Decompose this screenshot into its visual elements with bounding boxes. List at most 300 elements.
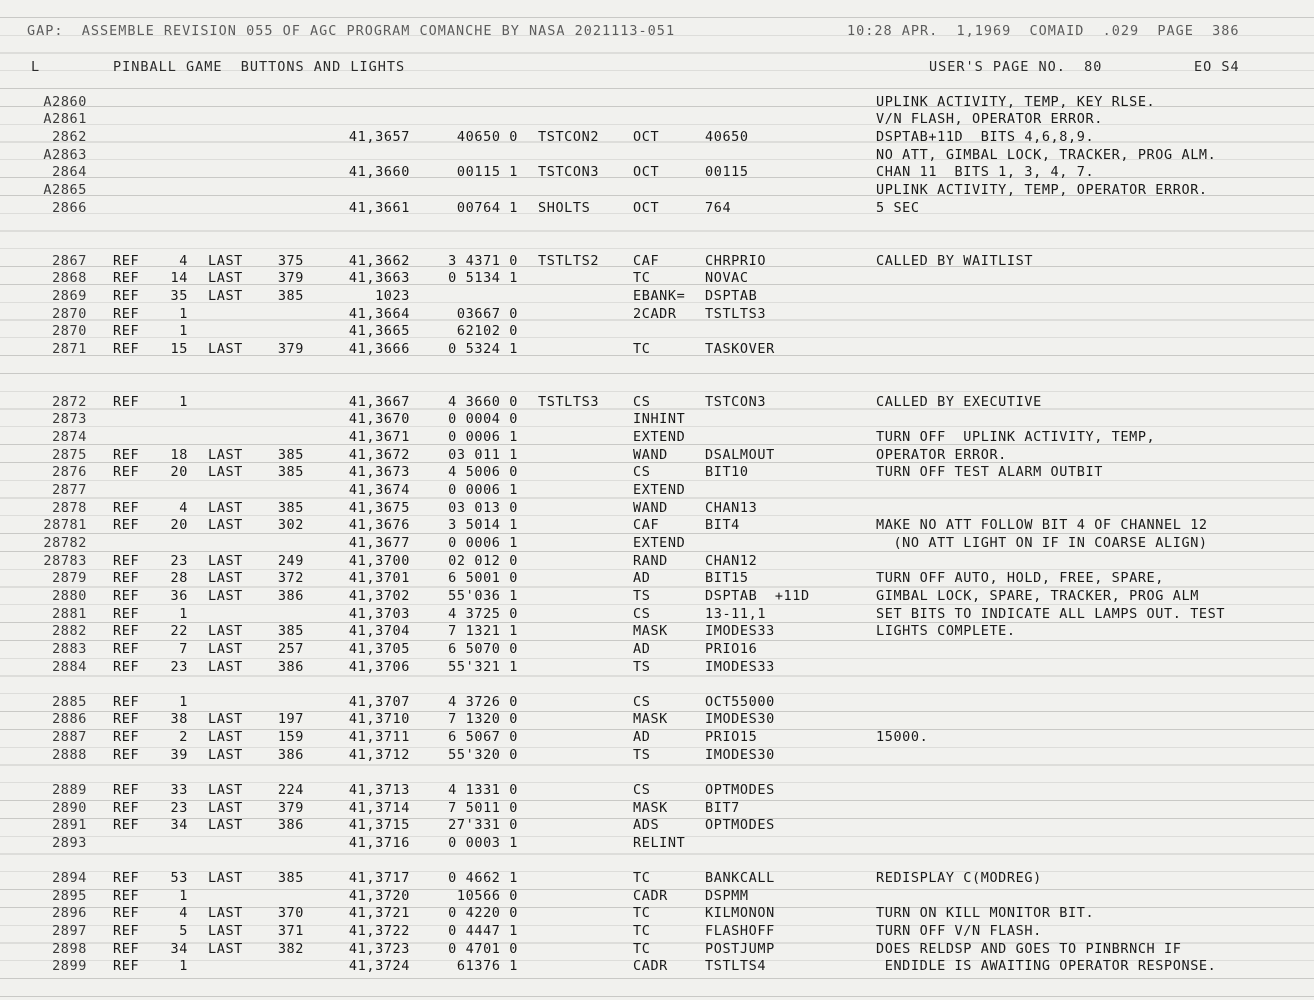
row-label: TSTCON3	[538, 164, 600, 180]
row-last: LAST	[208, 923, 243, 939]
row-line: 2889	[52, 782, 87, 798]
row-operand: BIT7	[705, 800, 740, 816]
row-line: 2878	[52, 500, 87, 516]
row-operand: BIT4	[705, 517, 740, 533]
row-ref: REF	[113, 270, 140, 286]
row-label: SHOLTS	[538, 200, 591, 216]
row-comment: CALLED BY WAITLIST	[876, 253, 1034, 269]
row-line: 2882	[52, 623, 87, 639]
row-addr: 41,3724	[348, 958, 410, 974]
row-addr: 41,3665	[348, 323, 410, 339]
row-addr: 41,3721	[348, 905, 410, 921]
row-ref: REF	[113, 800, 140, 816]
row-operand: PRIO15	[705, 729, 758, 745]
row-line: 2870	[52, 306, 87, 322]
row-op: AD	[633, 729, 651, 745]
row-word: 7 1320 0	[448, 711, 518, 727]
row-addr: 41,3705	[348, 641, 410, 657]
row-operand: OPTMODES	[705, 782, 775, 798]
row-lastnum: 386	[277, 588, 304, 604]
row-op: TC	[633, 270, 651, 286]
row-ref: REF	[113, 958, 140, 974]
row-lastnum: 385	[277, 623, 304, 639]
row-operand: CHAN13	[705, 500, 758, 516]
row-addr: 41,3660	[348, 164, 410, 180]
row-ref: REF	[113, 659, 140, 675]
row-refnum: 7	[179, 641, 188, 657]
row-line: 2870	[52, 323, 87, 339]
row-line: 2862	[52, 129, 87, 145]
row-refnum: 36	[170, 588, 188, 604]
row-ref: REF	[113, 394, 140, 410]
row-addr: 41,3722	[348, 923, 410, 939]
row-last: LAST	[208, 588, 243, 604]
row-ref: REF	[113, 588, 140, 604]
row-word: 0 0006 1	[448, 535, 518, 551]
row-word: 03667 0	[456, 306, 518, 322]
row-comment: CHAN 11 BITS 1, 3, 4, 7.	[876, 164, 1095, 180]
row-op: EXTEND	[633, 482, 686, 498]
row-word: 4 3725 0	[448, 606, 518, 622]
row-word: 27'331 0	[448, 817, 518, 833]
row-op: TC	[633, 941, 651, 957]
row-word: 3 4371 0	[448, 253, 518, 269]
row-word: 40650 0	[456, 129, 518, 145]
row-last: LAST	[208, 447, 243, 463]
row-refnum: 18	[170, 447, 188, 463]
row-last: LAST	[208, 464, 243, 480]
row-line: 2867	[52, 253, 87, 269]
row-addr: 1023	[375, 288, 410, 304]
row-refnum: 1	[179, 888, 188, 904]
row-addr: 41,3676	[348, 517, 410, 533]
row-line: 28782	[43, 535, 87, 551]
row-op: ADS	[633, 817, 660, 833]
row-ref: REF	[113, 817, 140, 833]
row-lastnum: 385	[277, 464, 304, 480]
row-refnum: 1	[179, 323, 188, 339]
row-last: LAST	[208, 729, 243, 745]
row-addr: 41,3667	[348, 394, 410, 410]
row-addr: 41,3662	[348, 253, 410, 269]
row-word: 62102 0	[456, 323, 518, 339]
row-addr: 41,3716	[348, 835, 410, 851]
row-comment: OPERATOR ERROR.	[876, 447, 1007, 463]
row-line: A2863	[43, 147, 87, 163]
row-lastnum: 224	[277, 782, 304, 798]
row-operand: BIT15	[705, 570, 749, 586]
row-addr: 41,3671	[348, 429, 410, 445]
row-refnum: 4	[179, 253, 188, 269]
row-refnum: 15	[170, 341, 188, 357]
row-line: 2883	[52, 641, 87, 657]
row-last: LAST	[208, 941, 243, 957]
row-word: 0 4662 1	[448, 870, 518, 886]
row-word: 0 5134 1	[448, 270, 518, 286]
row-addr: 41,3710	[348, 711, 410, 727]
section-title: PINBALL GAME BUTTONS AND LIGHTS	[113, 59, 406, 75]
row-refnum: 23	[170, 659, 188, 675]
row-word: 02 012 0	[448, 553, 518, 569]
row-operand: 40650	[705, 129, 749, 145]
row-addr: 41,3704	[348, 623, 410, 639]
row-op: MASK	[633, 623, 668, 639]
row-refnum: 33	[170, 782, 188, 798]
row-ref: REF	[113, 306, 140, 322]
row-label: TSTLTS2	[538, 253, 600, 269]
row-lastnum: 159	[277, 729, 304, 745]
row-word: 6 5070 0	[448, 641, 518, 657]
row-refnum: 23	[170, 800, 188, 816]
row-word: 7 5011 0	[448, 800, 518, 816]
users-page-number: USER'S PAGE NO. 80	[929, 59, 1103, 75]
row-op: INHINT	[633, 411, 686, 427]
row-last: LAST	[208, 623, 243, 639]
row-line: 28783	[43, 553, 87, 569]
row-word: 4 3660 0	[448, 394, 518, 410]
row-refnum: 1	[179, 306, 188, 322]
row-word: 6 5001 0	[448, 570, 518, 586]
row-comment: UPLINK ACTIVITY, TEMP, OPERATOR ERROR.	[876, 182, 1208, 198]
row-comment: TURN ON KILL MONITOR BIT.	[876, 905, 1095, 921]
row-lastnum: 385	[277, 870, 304, 886]
row-refnum: 4	[179, 500, 188, 516]
row-word: 0 0006 1	[448, 482, 518, 498]
row-last: LAST	[208, 711, 243, 727]
row-addr: 41,3677	[348, 535, 410, 551]
row-line: 2872	[52, 394, 87, 410]
row-operand: CHRPRIO	[705, 253, 767, 269]
row-op: TC	[633, 870, 651, 886]
row-line: 2893	[52, 835, 87, 851]
row-addr: 41,3670	[348, 411, 410, 427]
row-lastnum: 197	[277, 711, 304, 727]
row-ref: REF	[113, 870, 140, 886]
row-lastnum: 379	[277, 800, 304, 816]
row-addr: 41,3675	[348, 500, 410, 516]
row-addr: 41,3673	[348, 464, 410, 480]
row-word: 00764 1	[456, 200, 518, 216]
row-op: AD	[633, 570, 651, 586]
row-lastnum: 386	[277, 659, 304, 675]
row-line: A2861	[43, 111, 87, 127]
row-addr: 41,3723	[348, 941, 410, 957]
row-op: RELINT	[633, 835, 686, 851]
row-word: 0 5324 1	[448, 341, 518, 357]
row-operand: KILMONON	[705, 905, 775, 921]
row-word: 0 0003 1	[448, 835, 518, 851]
row-refnum: 20	[170, 517, 188, 533]
row-operand: TASKOVER	[705, 341, 775, 357]
row-refnum: 35	[170, 288, 188, 304]
row-comment: LIGHTS COMPLETE.	[876, 623, 1016, 639]
row-op: AD	[633, 641, 651, 657]
row-word: 00115 1	[456, 164, 518, 180]
row-line: 2890	[52, 800, 87, 816]
row-addr: 41,3674	[348, 482, 410, 498]
row-ref: REF	[113, 711, 140, 727]
row-last: LAST	[208, 641, 243, 657]
row-ref: REF	[113, 641, 140, 657]
row-ref: REF	[113, 623, 140, 639]
row-line: 2885	[52, 694, 87, 710]
row-op: MASK	[633, 711, 668, 727]
row-addr: 41,3703	[348, 606, 410, 622]
row-refnum: 22	[170, 623, 188, 639]
row-addr: 41,3711	[348, 729, 410, 745]
row-op: CS	[633, 464, 651, 480]
row-lastnum: 375	[277, 253, 304, 269]
row-lastnum: 386	[277, 817, 304, 833]
row-line: 2898	[52, 941, 87, 957]
row-word: 61376 1	[456, 958, 518, 974]
row-last: LAST	[208, 800, 243, 816]
row-lastnum: 302	[277, 517, 304, 533]
row-lastnum: 385	[277, 288, 304, 304]
row-lastnum: 385	[277, 447, 304, 463]
row-addr: 41,3701	[348, 570, 410, 586]
row-operand: TSTCON3	[705, 394, 767, 410]
row-operand: IMODES33	[705, 659, 775, 675]
row-word: 3 5014 1	[448, 517, 518, 533]
row-operand: 764	[705, 200, 732, 216]
row-line: 2881	[52, 606, 87, 622]
row-refnum: 1	[179, 694, 188, 710]
row-line: 2871	[52, 341, 87, 357]
row-addr: 41,3715	[348, 817, 410, 833]
row-op: TC	[633, 341, 651, 357]
row-line: 2877	[52, 482, 87, 498]
row-op: CADR	[633, 958, 668, 974]
row-addr: 41,3706	[348, 659, 410, 675]
row-op: CS	[633, 694, 651, 710]
row-refnum: 53	[170, 870, 188, 886]
row-label: TSTCON2	[538, 129, 600, 145]
row-op: RAND	[633, 553, 668, 569]
row-line: 2864	[52, 164, 87, 180]
row-operand: DSPTAB	[705, 288, 758, 304]
row-lastnum: 379	[277, 270, 304, 286]
row-line: 2866	[52, 200, 87, 216]
row-comment: (NO ATT LIGHT ON IF IN COARSE ALIGN)	[876, 535, 1208, 551]
row-comment: UPLINK ACTIVITY, TEMP, KEY RLSE.	[876, 94, 1156, 110]
row-lastnum: 370	[277, 905, 304, 921]
row-op: TC	[633, 923, 651, 939]
row-word: 0 4220 0	[448, 905, 518, 921]
row-last: LAST	[208, 288, 243, 304]
row-ref: REF	[113, 500, 140, 516]
row-refnum: 39	[170, 747, 188, 763]
row-operand: IMODES30	[705, 711, 775, 727]
run-info: 10:28 APR. 1,1969 COMAID .029 PAGE 386	[847, 23, 1240, 39]
row-op: TS	[633, 659, 651, 675]
row-operand: OPTMODES	[705, 817, 775, 833]
row-ref: REF	[113, 606, 140, 622]
row-comment: 15000.	[876, 729, 929, 745]
row-word: 0 4701 0	[448, 941, 518, 957]
row-addr: 41,3714	[348, 800, 410, 816]
row-line: 2884	[52, 659, 87, 675]
row-word: 03 013 0	[448, 500, 518, 516]
row-op: MASK	[633, 800, 668, 816]
row-refnum: 23	[170, 553, 188, 569]
row-addr: 41,3707	[348, 694, 410, 710]
row-ref: REF	[113, 747, 140, 763]
row-operand: CHAN12	[705, 553, 758, 569]
row-addr: 41,3661	[348, 200, 410, 216]
row-lastnum: 379	[277, 341, 304, 357]
row-line: 2888	[52, 747, 87, 763]
row-word: 4 1331 0	[448, 782, 518, 798]
row-refnum: 2	[179, 729, 188, 745]
row-operand: OCT55000	[705, 694, 775, 710]
row-last: LAST	[208, 253, 243, 269]
row-word: 0 0004 0	[448, 411, 518, 427]
row-operand: TSTLTS4	[705, 958, 767, 974]
row-last: LAST	[208, 570, 243, 586]
row-comment: V/N FLASH, OPERATOR ERROR.	[876, 111, 1103, 127]
row-op: EBANK=	[633, 288, 686, 304]
row-ref: REF	[113, 323, 140, 339]
row-comment: TURN OFF TEST ALARM OUTBIT	[876, 464, 1103, 480]
row-line: 2894	[52, 870, 87, 886]
row-addr: 41,3700	[348, 553, 410, 569]
row-op: TC	[633, 905, 651, 921]
row-lastnum: 249	[277, 553, 304, 569]
row-op: CAF	[633, 253, 660, 269]
row-label: TSTLTS3	[538, 394, 600, 410]
row-operand: IMODES30	[705, 747, 775, 763]
row-line: 2868	[52, 270, 87, 286]
row-comment: 5 SEC	[876, 200, 920, 216]
row-lastnum: 372	[277, 570, 304, 586]
row-word: 4 3726 0	[448, 694, 518, 710]
row-addr: 41,3713	[348, 782, 410, 798]
row-ref: REF	[113, 447, 140, 463]
row-word: 0 4447 1	[448, 923, 518, 939]
row-comment: TURN OFF V/N FLASH.	[876, 923, 1042, 939]
row-refnum: 20	[170, 464, 188, 480]
row-operand: NOVAC	[705, 270, 749, 286]
row-comment: MAKE NO ATT FOLLOW BIT 4 OF CHANNEL 12	[876, 517, 1208, 533]
row-ref: REF	[113, 729, 140, 745]
row-addr: 41,3666	[348, 341, 410, 357]
eo-code: EO S4	[1194, 59, 1240, 75]
row-line: 2896	[52, 905, 87, 921]
row-last: LAST	[208, 817, 243, 833]
row-op: TS	[633, 747, 651, 763]
row-last: LAST	[208, 870, 243, 886]
row-word: 6 5067 0	[448, 729, 518, 745]
row-ref: REF	[113, 782, 140, 798]
row-line: 2876	[52, 464, 87, 480]
row-addr: 41,3712	[348, 747, 410, 763]
row-addr: 41,3702	[348, 588, 410, 604]
row-ref: REF	[113, 517, 140, 533]
row-line: 28781	[43, 517, 87, 533]
row-op: OCT	[633, 164, 660, 180]
row-operand: PRIO16	[705, 641, 758, 657]
row-ref: REF	[113, 905, 140, 921]
row-lastnum: 385	[277, 500, 304, 516]
row-addr: 41,3657	[348, 129, 410, 145]
row-word: 03 011 1	[448, 447, 518, 463]
row-last: LAST	[208, 341, 243, 357]
row-operand: BANKCALL	[705, 870, 775, 886]
row-refnum: 1	[179, 606, 188, 622]
row-comment: DSPTAB+11D BITS 4,6,8,9.	[876, 129, 1095, 145]
row-addr: 41,3664	[348, 306, 410, 322]
row-op: CADR	[633, 888, 668, 904]
row-line: 2897	[52, 923, 87, 939]
row-addr: 41,3720	[348, 888, 410, 904]
row-op: WAND	[633, 500, 668, 516]
row-last: LAST	[208, 500, 243, 516]
row-last: LAST	[208, 270, 243, 286]
row-line: 2874	[52, 429, 87, 445]
row-line: 2873	[52, 411, 87, 427]
row-word: 0 0006 1	[448, 429, 518, 445]
row-comment: ENDIDLE IS AWAITING OPERATOR RESPONSE.	[876, 958, 1217, 974]
row-operand: POSTJUMP	[705, 941, 775, 957]
row-ref: REF	[113, 923, 140, 939]
row-operand: DSPMM	[705, 888, 749, 904]
row-comment: SET BITS TO INDICATE ALL LAMPS OUT. TEST	[876, 606, 1226, 622]
row-refnum: 4	[179, 905, 188, 921]
row-addr: 41,3663	[348, 270, 410, 286]
row-word: 55'321 1	[448, 659, 518, 675]
row-ref: REF	[113, 553, 140, 569]
row-lastnum: 382	[277, 941, 304, 957]
row-last: LAST	[208, 553, 243, 569]
row-op: CAF	[633, 517, 660, 533]
row-addr: 41,3717	[348, 870, 410, 886]
row-line: 2879	[52, 570, 87, 586]
row-line: 2899	[52, 958, 87, 974]
row-ref: REF	[113, 464, 140, 480]
row-operand: IMODES33	[705, 623, 775, 639]
row-comment: DOES RELDSP AND GOES TO PINBRNCH IF	[876, 941, 1182, 957]
row-line: 2891	[52, 817, 87, 833]
row-refnum: 28	[170, 570, 188, 586]
row-comment: TURN OFF AUTO, HOLD, FREE, SPARE,	[876, 570, 1165, 586]
row-addr: 41,3672	[348, 447, 410, 463]
row-line: 2880	[52, 588, 87, 604]
row-operand: FLASHOFF	[705, 923, 775, 939]
row-operand: DSPTAB +11D	[705, 588, 810, 604]
row-lastnum: 386	[277, 747, 304, 763]
row-line: A2865	[43, 182, 87, 198]
row-word: 55'320 0	[448, 747, 518, 763]
row-operand: 13-11,1	[705, 606, 767, 622]
row-op: CS	[633, 782, 651, 798]
row-op: OCT	[633, 200, 660, 216]
row-ref: REF	[113, 694, 140, 710]
row-lastnum: 257	[277, 641, 304, 657]
listing-title: GAP: ASSEMBLE REVISION 055 OF AGC PROGRAM COMANCHE BY NASA 2021113-051	[27, 23, 676, 39]
row-refnum: 34	[170, 817, 188, 833]
row-comment: TURN OFF UPLINK ACTIVITY, TEMP,	[876, 429, 1156, 445]
row-op: CS	[633, 394, 651, 410]
row-operand: 00115	[705, 164, 749, 180]
row-refnum: 38	[170, 711, 188, 727]
row-lastnum: 371	[277, 923, 304, 939]
row-refnum: 34	[170, 941, 188, 957]
listing-flag: L	[31, 59, 41, 75]
row-refnum: 1	[179, 394, 188, 410]
row-last: LAST	[208, 782, 243, 798]
row-word: 4 5006 0	[448, 464, 518, 480]
